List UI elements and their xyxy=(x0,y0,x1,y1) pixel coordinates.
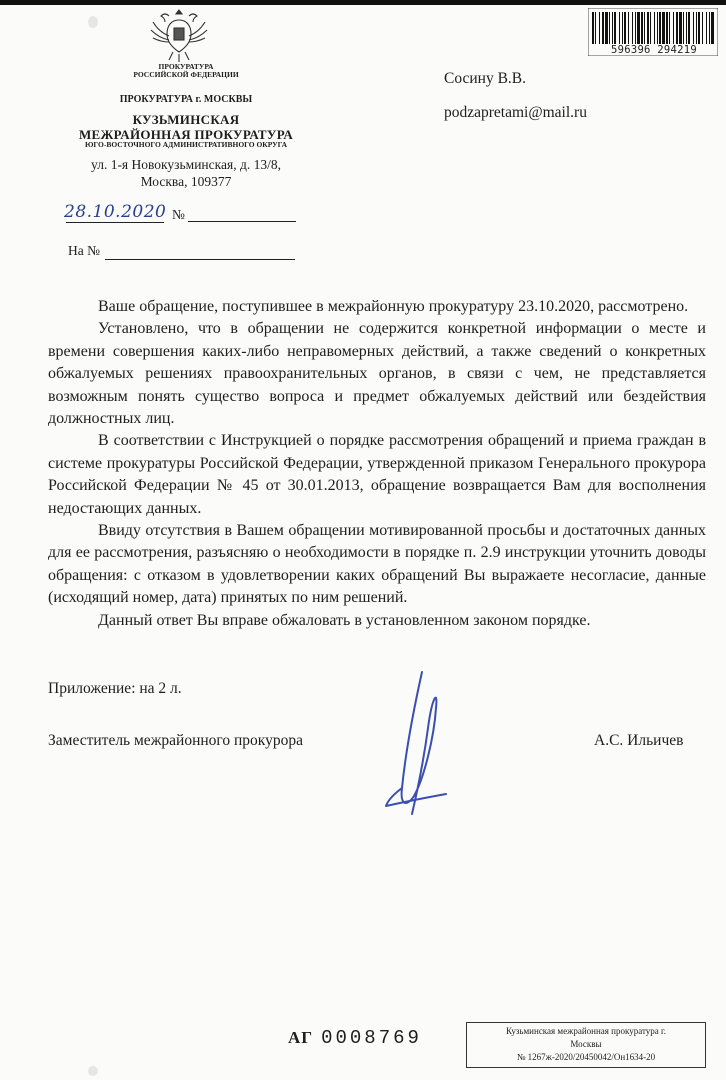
recipient-name: Сосину В.В. xyxy=(444,70,526,87)
emblem-icon xyxy=(147,6,211,64)
letterhead-office: МЕЖРАЙОННАЯ ПРОКУРАТУРА xyxy=(78,127,294,142)
barcode-number: 596396 294219 xyxy=(610,44,698,56)
attachment-note: Приложение: на 2 л. xyxy=(48,680,182,697)
letter-body xyxy=(48,296,706,632)
letterhead-line: ПРОКУРАТУРА РОССИЙСКОЙ ФЕДЕРАЦИИ xyxy=(133,62,239,79)
reply-number-underline xyxy=(105,259,295,260)
recipient-email: podzapretami@mail.ru xyxy=(444,104,587,121)
signature-icon xyxy=(384,668,454,818)
letterhead-city: ПРОКУРАТУРА г. МОСКВЫ xyxy=(119,94,253,105)
letterhead-address-city: Москва, 109377 xyxy=(140,174,232,189)
letterhead-address-street: ул. 1-я Новокузьминская, д. 13/8, xyxy=(91,157,281,172)
body-paragraph: Установлено, что в обращении не содержится конкретной информации о месте и времени совершения каких-либо неправомерных действий, а также сведений о конкретных обжалуемых решениях правоохранительных органов, в связи с чем, не представляется возможным понять существо вопроса и предмет обжалуемых действий или бездействия должностных лиц. xyxy=(48,320,706,428)
letterhead-okrug: ЮГО-ВОСТОЧНОГО АДМИНИСТРАТИВНОГО ОКРУГА xyxy=(84,140,288,149)
registration-date: 28.10.2020 xyxy=(64,202,167,222)
letterhead-district: КУЗЬМИНСКАЯ xyxy=(132,112,240,127)
signer-name: А.С. Ильичев xyxy=(594,732,684,749)
number-underline xyxy=(188,221,296,222)
body-paragraph: Ваше обращение, поступившее в межрайонную прокуратуру 23.10.2020, рассмотрено. xyxy=(98,298,689,315)
serial-number: АГ 0008769 xyxy=(288,1027,422,1049)
registration-line xyxy=(64,202,304,226)
signer-title: Заместитель межрайонного прокурора xyxy=(48,732,303,749)
body-paragraph: В соответствии с Инструкцией о порядке рассмотрения обращений и приема граждан в системе прокуратуры Российской Федерации, утвержденной приказом Генерального прокурора Российской Федерации № 45 от 30.01.2013, обращение возвращается Вам для восполнения недостающих данных. xyxy=(48,432,706,517)
body-paragraph: Ввиду отсутствия в Вашем обращении мотивированной просьбы и достаточных данных для ее рассмотрения, разъясняю о необходимости в порядке п. 2.9 инструкции уточнить доводы обращения: с отказом в удовлетворении каких обращений Вы выражаете несогласие, данные (исходящий номер, дата) принятых по ним решений. xyxy=(48,522,706,607)
date-underline xyxy=(66,222,164,223)
reply-number-label: На № xyxy=(68,243,100,258)
scan-top-border xyxy=(0,0,726,5)
registration-stamp: Кузьминская межрайонная прокуратура г. Москвы № 1267ж-2020/20450042/Он1634-20 xyxy=(466,1022,706,1068)
registration-number-label: № xyxy=(172,207,185,222)
body-paragraph: Данный ответ Вы вправе обжаловать в установленном законом порядке. xyxy=(98,611,591,629)
scan-hole-mark xyxy=(88,1066,98,1076)
scan-hole-mark xyxy=(88,16,98,28)
